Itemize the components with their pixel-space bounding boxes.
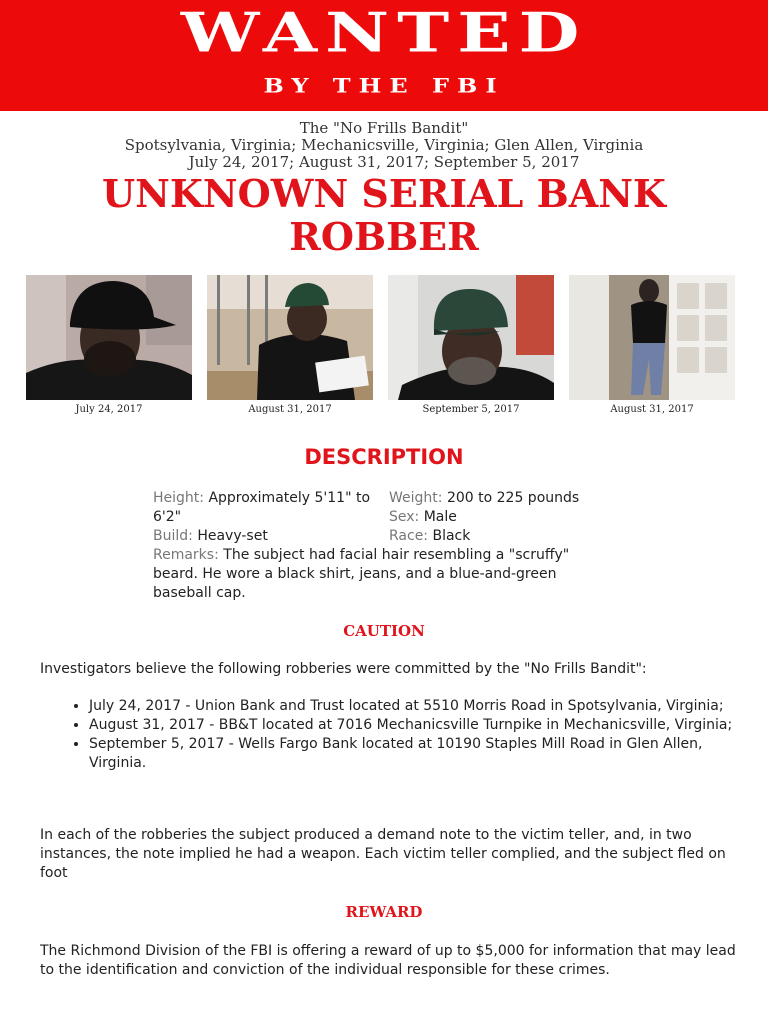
race-value: Black xyxy=(432,528,471,544)
sex-value: Male xyxy=(423,509,457,525)
remarks-label: Remarks: xyxy=(153,547,219,563)
wanted-banner xyxy=(0,0,768,111)
banner-subtitle: BY THE FBI xyxy=(263,74,505,98)
build-field xyxy=(153,527,381,546)
weight-field xyxy=(389,489,629,508)
banner-title: WANTED xyxy=(180,0,588,65)
race-field xyxy=(389,527,629,546)
crime-locations: Spotsylvania, Virginia; Mechanicsville, Virginia; Glen Allen, Virginia xyxy=(124,136,644,154)
weight-value: 200 to 225 pounds xyxy=(446,490,580,506)
crime-dates: July 24, 2017; August 31, 2017; September 5, 2017 xyxy=(188,153,580,171)
subject-title: UNKNOWN SERIAL BANK ROBBER xyxy=(102,171,666,259)
photo-caption-4: August 31, 2017 xyxy=(610,404,694,415)
reward-text: The Richmond Division of the FBI is offering a reward of up to $5,000 for information that may lead to the identification and conviction of the individual responsible for these crimes. xyxy=(40,943,736,978)
weight-label: Weight: xyxy=(389,490,443,506)
caution-details: In each of the robberies the subject produced a demand note to the victim teller, and, in two instances, the note implied he had a weapon. Each victim teller complied, and the subject fled on foot xyxy=(40,827,726,881)
subject-alias: The "No Frills Bandit" xyxy=(299,119,469,137)
suspect-photo-4 xyxy=(569,275,735,400)
height-field xyxy=(153,489,381,527)
photo-caption-2: August 31, 2017 xyxy=(248,404,332,415)
suspect-photo-2 xyxy=(207,275,373,400)
sex-label: Sex: xyxy=(389,509,420,525)
height-value: Approximately 5'11" to 6'2" xyxy=(153,490,371,525)
remarks-value: The subject had facial hair resembling a "scruffy" beard. He wore a black shirt, jeans, and a blue-and-green baseball cap. xyxy=(153,547,570,601)
build-label: Build: xyxy=(153,528,193,544)
suspect-photo-3 xyxy=(388,275,554,400)
list-item: • August 31, 2017 - BB&T located at 7016 Mechanicsville Turnpike in Mechanicsville, Virginia; xyxy=(89,716,740,735)
photo-caption-3: September 5, 2017 xyxy=(422,404,520,415)
race-label: Race: xyxy=(389,528,429,544)
robbery-list xyxy=(40,697,740,773)
description-heading: DESCRIPTION xyxy=(304,445,464,469)
caution-intro: Investigators believe the following robberies were committed by the "No Frills Bandit": xyxy=(40,661,647,677)
reward-heading: REWARD xyxy=(345,903,423,921)
list-item: • September 5, 2017 - Wells Fargo Bank located at 10190 Staples Mill Road in Glen Allen, Virginia. xyxy=(89,735,740,773)
remarks-field xyxy=(153,546,615,603)
sex-field xyxy=(389,508,629,527)
list-item: • July 24, 2017 - Union Bank and Trust located at 5510 Morris Road in Spotsylvania, Virginia; xyxy=(89,697,740,716)
suspect-photo-1 xyxy=(26,275,192,400)
photo-caption-1: July 24, 2017 xyxy=(75,404,143,415)
build-value: Heavy-set xyxy=(197,528,268,544)
height-label: Height: xyxy=(153,490,204,506)
caution-heading: CAUTION xyxy=(343,622,425,640)
